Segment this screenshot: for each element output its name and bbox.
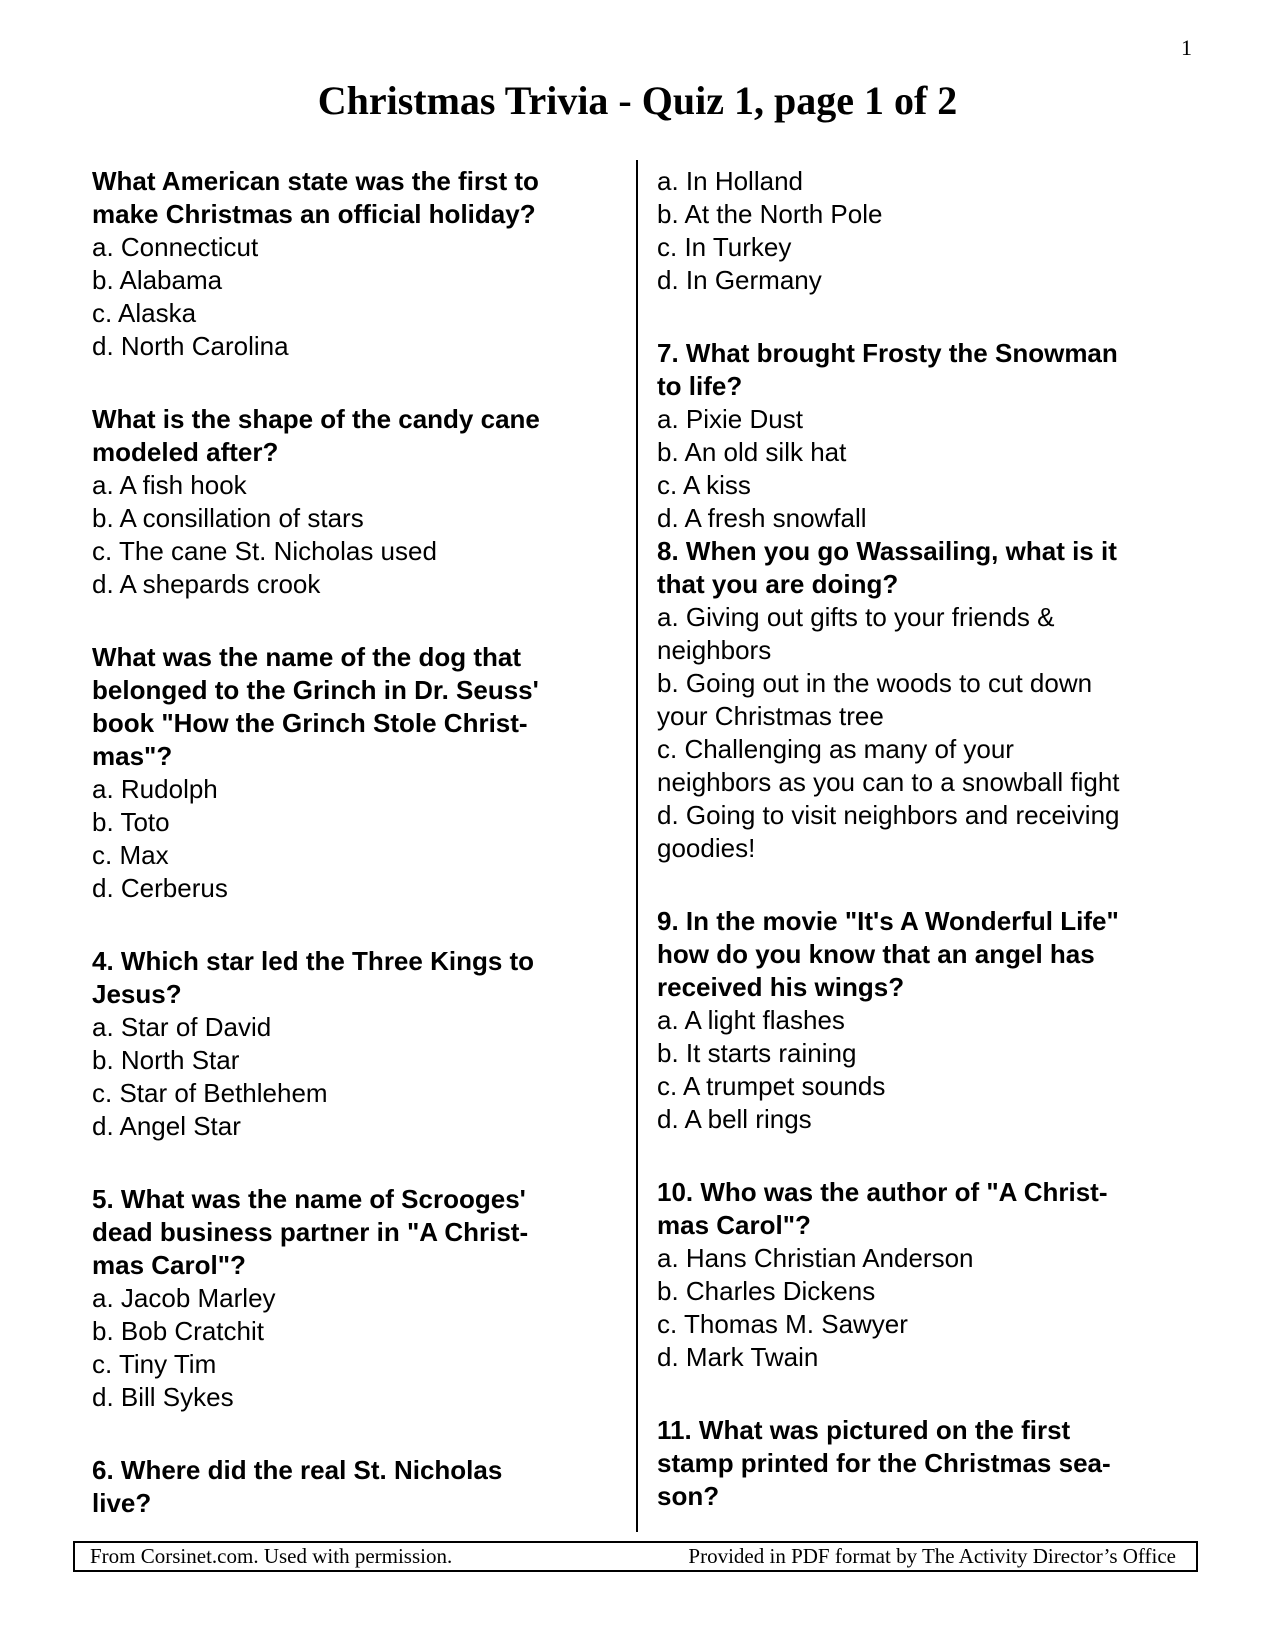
question-text-line: 9. In the movie "It's A Wonderful Life" — [657, 906, 1119, 936]
answer-option: b. Toto — [92, 807, 170, 837]
question-text-line: live? — [92, 1488, 152, 1518]
question-text-line: Jesus? — [92, 979, 182, 1009]
answer-option: d. A fresh snowfall — [657, 503, 867, 533]
question-text-line: 10. Who was the author of "A Christ- — [657, 1177, 1108, 1207]
quiz-question-block — [92, 1183, 612, 1414]
answer-option: neighbors — [657, 635, 772, 665]
question-text-line: dead business partner in "A Christ- — [92, 1217, 529, 1247]
question-text-line: What American state was the first to — [92, 166, 539, 196]
question-text-line: 7. What brought Frosty the Snowman — [657, 338, 1118, 368]
footer-attribution: From Corsinet.com. Used with permission. — [90, 1544, 453, 1568]
answer-option: d. Angel Star — [92, 1111, 241, 1141]
question-text-line: 4. Which star led the Three Kings to — [92, 946, 535, 976]
question-text-line: to life? — [657, 371, 743, 401]
quiz-question-block — [657, 165, 1177, 297]
page-title: Christmas Trivia - Quiz 1, page 1 of 2 — [317, 78, 958, 123]
answer-option: goodies! — [657, 833, 756, 863]
quiz-question-block — [92, 1454, 612, 1520]
quiz-column-right — [657, 165, 1177, 1553]
answer-option: c. Challenging as many of your — [657, 734, 1014, 764]
question-text-line: modeled after? — [92, 437, 279, 467]
footer-provider: Provided in PDF format by The Activity Director’s Office — [688, 1544, 1176, 1568]
question-text-line: son? — [657, 1481, 720, 1511]
question-text-line: make Christmas an official holiday? — [92, 199, 536, 229]
question-text-line: 8. When you go Wassailing, what is it — [657, 536, 1117, 566]
answer-option: c. Alaska — [92, 298, 197, 328]
question-text-line: What is the shape of the candy cane — [92, 404, 540, 434]
quiz-question-block — [657, 337, 1177, 535]
answer-option: d. In Germany — [657, 265, 822, 295]
answer-option: a. Star of David — [92, 1012, 272, 1042]
answer-option: neighbors as you can to a snowball fight — [657, 767, 1120, 797]
question-text-line: book "How the Grinch Stole Christ- — [92, 708, 528, 738]
question-text-line: 5. What was the name of Scrooges' — [92, 1184, 526, 1214]
footer-bar — [73, 1541, 1198, 1572]
answer-option: a. Hans Christian Anderson — [657, 1243, 974, 1273]
answer-option: d. Mark Twain — [657, 1342, 819, 1372]
quiz-column-left — [92, 165, 612, 1560]
quiz-question-block — [92, 165, 612, 363]
answer-option: c. A trumpet sounds — [657, 1071, 886, 1101]
answer-option: c. Thomas M. Sawyer — [657, 1309, 908, 1339]
answer-option: b. An old silk hat — [657, 437, 847, 467]
quiz-question-block — [657, 535, 1177, 865]
question-text-line: 6. Where did the real St. Nicholas — [92, 1455, 503, 1485]
question-text-line: received his wings? — [657, 972, 905, 1002]
quiz-question-block — [657, 1176, 1177, 1374]
answer-option: c. Tiny Tim — [92, 1349, 217, 1379]
question-text-line: stamp printed for the Christmas sea- — [657, 1448, 1111, 1478]
answer-option: b. A consillation of stars — [92, 503, 364, 533]
answer-option: a. Rudolph — [92, 774, 218, 804]
quiz-question-block — [92, 945, 612, 1143]
answer-option: b. At the North Pole — [657, 199, 883, 229]
answer-option: d. A shepards crook — [92, 569, 321, 599]
question-text-line: mas Carol"? — [657, 1210, 811, 1240]
question-text-line: mas Carol"? — [92, 1250, 246, 1280]
quiz-question-block — [92, 403, 612, 601]
answer-option: b. Charles Dickens — [657, 1276, 876, 1306]
quiz-question-block — [657, 905, 1177, 1136]
question-text-line: how do you know that an angel has — [657, 939, 1095, 969]
answer-option: a. Giving out gifts to your friends & — [657, 602, 1055, 632]
answer-option: d. Cerberus — [92, 873, 228, 903]
question-text-line: belonged to the Grinch in Dr. Seuss' — [92, 675, 539, 705]
answer-option: a. In Holland — [657, 166, 803, 196]
answer-option: a. A light flashes — [657, 1005, 845, 1035]
question-text-line: 11. What was pictured on the first — [657, 1415, 1071, 1445]
question-text-line: mas"? — [92, 741, 173, 771]
answer-option: a. A fish hook — [92, 470, 247, 500]
answer-option: c. A kiss — [657, 470, 751, 500]
page-number: 1 — [1181, 35, 1192, 60]
question-text-line: that you are doing? — [657, 569, 899, 599]
answer-option: d. Going to visit neighbors and receiving — [657, 800, 1120, 830]
answer-option: a. Connecticut — [92, 232, 259, 262]
answer-option: c. Max — [92, 840, 169, 870]
answer-option: b. Alabama — [92, 265, 223, 295]
answer-option: b. North Star — [92, 1045, 240, 1075]
answer-option: b. Going out in the woods to cut down — [657, 668, 1093, 698]
answer-option: your Christmas tree — [657, 701, 884, 731]
column-divider — [636, 160, 638, 1532]
quiz-question-block — [657, 1414, 1177, 1513]
answer-option: c. Star of Bethlehem — [92, 1078, 328, 1108]
answer-option: d. A bell rings — [657, 1104, 812, 1134]
answer-option: a. Jacob Marley — [92, 1283, 276, 1313]
answer-option: b. It starts raining — [657, 1038, 857, 1068]
quiz-question-block — [92, 641, 612, 905]
question-text-line: What was the name of the dog that — [92, 642, 522, 672]
answer-option: a. Pixie Dust — [657, 404, 803, 434]
answer-option: c. In Turkey — [657, 232, 792, 262]
answer-option: d. Bill Sykes — [92, 1382, 234, 1412]
answer-option: c. The cane St. Nicholas used — [92, 536, 437, 566]
answer-option: d. North Carolina — [92, 331, 289, 361]
answer-option: b. Bob Cratchit — [92, 1316, 264, 1346]
